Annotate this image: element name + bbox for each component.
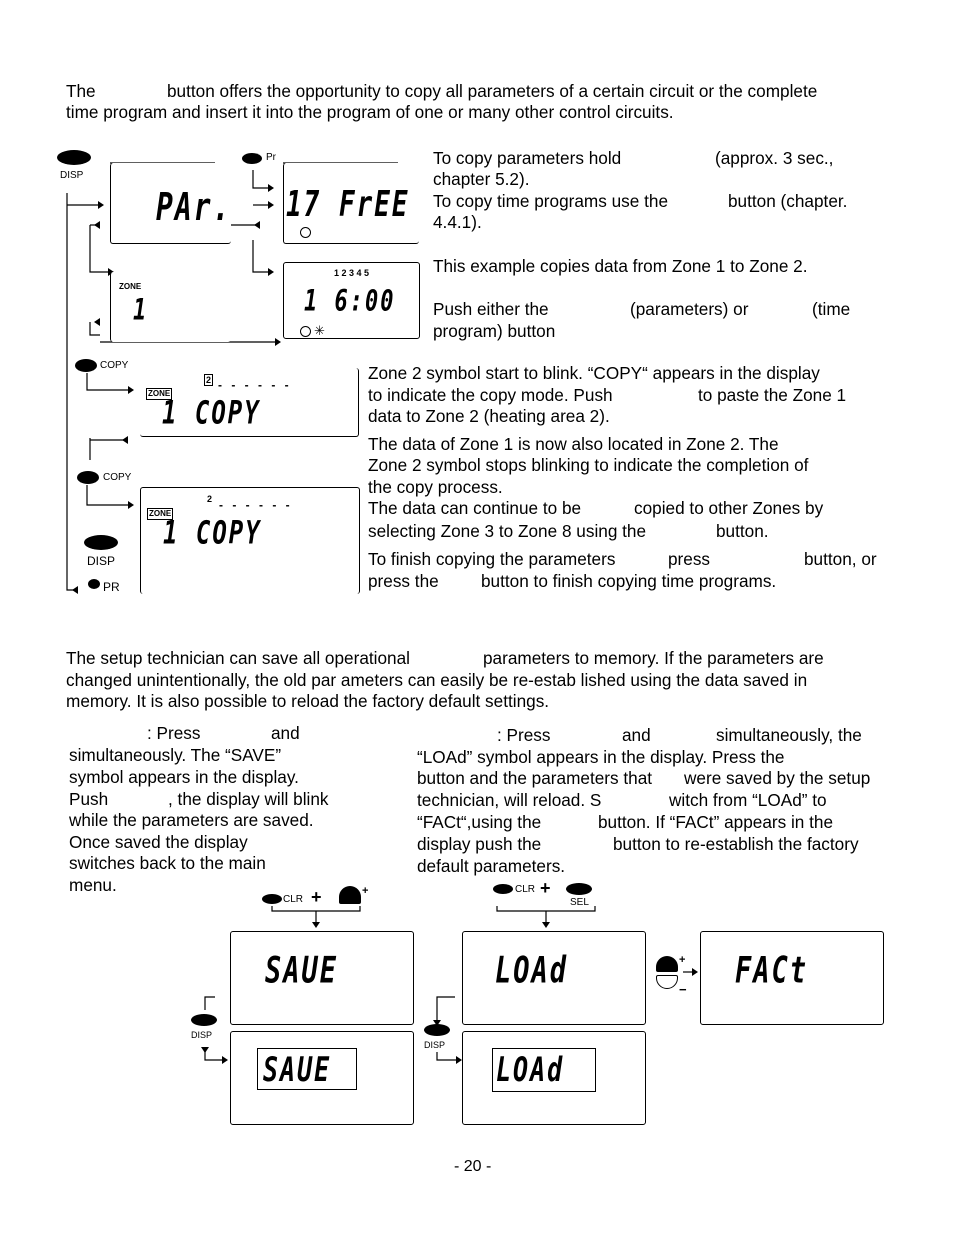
plus-sign: + bbox=[311, 887, 322, 907]
save-text: Once saved the display bbox=[69, 832, 248, 852]
instr-text: Push either the bbox=[433, 299, 549, 319]
copy-label: COPY bbox=[103, 472, 132, 483]
load-text: : Press bbox=[497, 725, 551, 745]
save-text: switches back to the main bbox=[69, 853, 266, 873]
copy-text: to indicate the copy mode. Push bbox=[368, 385, 613, 405]
save-intro-text: changed unintentionally, the old par ameters can easily be re-estab lished using the data saved in bbox=[66, 670, 808, 690]
save-intro-text: parameters to memory. If the parameters are bbox=[483, 648, 824, 668]
copy-text: copied to other Zones by bbox=[634, 498, 824, 518]
lcd-par-text: PAr. bbox=[156, 185, 232, 230]
clr-button-icon bbox=[262, 894, 282, 904]
day-digits: 1 2 3 4 5 bbox=[334, 268, 370, 278]
copy-text: press bbox=[668, 549, 711, 569]
lcd-copy-done bbox=[140, 487, 360, 594]
zone-box: ZONE bbox=[149, 509, 172, 518]
disp-label: DISP bbox=[87, 554, 116, 568]
copy-label: COPY bbox=[100, 360, 129, 371]
disp-label: DISP bbox=[60, 170, 84, 181]
lcd-save-text: SAUE bbox=[265, 950, 339, 992]
instr-text: (parameters) or bbox=[630, 299, 749, 319]
save-text: simultaneously. The “SAVE” bbox=[69, 745, 282, 765]
intro-text-start: The bbox=[66, 81, 96, 101]
copy-text: Zone 2 symbol start to blink. “COPY“ appears in the display bbox=[368, 363, 820, 383]
copy-text: data to Zone 2 (heating area 2). bbox=[368, 406, 610, 426]
lcd-free bbox=[283, 163, 419, 244]
copy-text: To finish copying the parameters bbox=[368, 549, 616, 569]
lcd-fact bbox=[700, 931, 884, 1025]
zone2-indicator: 2 bbox=[207, 494, 213, 504]
up-button-icon bbox=[339, 886, 361, 904]
load-text: simultaneously, the bbox=[716, 725, 862, 745]
sel-label: SEL bbox=[570, 897, 589, 908]
plus-sign: + bbox=[540, 878, 551, 898]
load-text: witch from “LOAd” to bbox=[669, 790, 827, 810]
pr-label: Pr bbox=[266, 152, 276, 163]
sel-button-icon bbox=[566, 883, 592, 895]
load-text: button to re-establish the factory bbox=[613, 834, 859, 854]
copy-text: The data of Zone 1 is now also located in Zone 2. The bbox=[368, 434, 779, 454]
clr-label: CLR bbox=[283, 894, 304, 905]
page-number: - 20 - bbox=[454, 1158, 492, 1175]
lcd-time bbox=[283, 262, 420, 339]
load-text: display push the bbox=[417, 834, 542, 854]
load-text: “FACt“,using the bbox=[417, 812, 542, 832]
clock-icon bbox=[300, 326, 311, 337]
lcd-save-text: SAUE bbox=[263, 1050, 332, 1090]
lcd-save-saved bbox=[230, 1031, 414, 1125]
instr-text: program) button bbox=[433, 321, 556, 341]
load-text: and bbox=[622, 725, 651, 745]
intro-text-line2: time program and insert it into the program of one or many other control circuits. bbox=[66, 102, 674, 122]
copy-text: press the bbox=[368, 571, 439, 591]
copy-text: button, or bbox=[804, 549, 877, 569]
minus-sign: − bbox=[679, 982, 687, 997]
up-button-icon bbox=[656, 956, 678, 972]
copy-text: button. bbox=[716, 521, 769, 541]
lcd-load-done bbox=[462, 1031, 646, 1125]
save-text: menu. bbox=[69, 875, 117, 895]
lcd-zone bbox=[110, 272, 231, 342]
copy-button-icon bbox=[75, 359, 97, 372]
lcd-time-text: 1 6:00 bbox=[304, 285, 396, 319]
lcd-free-text: 17 FrEE bbox=[286, 185, 410, 226]
instr-text: To copy parameters hold bbox=[433, 148, 622, 168]
lcd-load-text: LOAd bbox=[495, 950, 569, 992]
instr-text: To copy time programs use the bbox=[433, 191, 669, 211]
lcd-copy-text: 1 COPY bbox=[163, 514, 262, 552]
save-intro-text: memory. It is also possible to reload the factory default settings. bbox=[66, 691, 550, 711]
sun-icon: ✳ bbox=[314, 323, 325, 338]
save-text: and bbox=[271, 723, 300, 743]
lcd-par bbox=[110, 163, 231, 244]
pr-button-icon bbox=[242, 153, 262, 164]
lcd-zone-text: 1 bbox=[133, 294, 149, 328]
copy-text: The data can continue to be bbox=[368, 498, 582, 518]
save-text: : Press bbox=[147, 723, 201, 743]
instr-text: (approx. 3 sec., bbox=[715, 148, 834, 168]
load-text: were saved by the setup bbox=[684, 768, 871, 788]
intro-text: button offers the opportunity to copy all parameters of a certain circuit or the complete bbox=[167, 81, 818, 101]
copy-text: selecting Zone 3 to Zone 8 using the bbox=[368, 521, 647, 541]
save-text: symbol appears in the display. bbox=[69, 767, 299, 787]
copy-button-icon bbox=[77, 471, 99, 484]
lcd-load-text: LOAd bbox=[496, 1050, 565, 1090]
lcd-save bbox=[230, 931, 414, 1025]
plus-sign: + bbox=[362, 885, 369, 897]
disp-label: DISP bbox=[424, 1040, 446, 1050]
instr-text: (time bbox=[812, 299, 851, 319]
copy-text: the copy process. bbox=[368, 477, 503, 497]
zone-dashes: - - - - - - bbox=[218, 378, 292, 392]
instr-text: This example copies data from Zone 1 to Zone 2. bbox=[433, 256, 808, 276]
zone2-indicator: 2 bbox=[206, 375, 212, 385]
zone-dashes: - - - - - - bbox=[219, 498, 293, 512]
load-text: button and the parameters that bbox=[417, 768, 653, 788]
save-text: Push bbox=[69, 789, 109, 809]
lcd-fact-text: FACt bbox=[735, 950, 809, 992]
save-text: while the parameters are saved. bbox=[69, 810, 314, 830]
plus-sign: + bbox=[679, 954, 686, 966]
disp-button-icon bbox=[424, 1024, 450, 1036]
zone-label: ZONE bbox=[119, 282, 142, 291]
copy-text: to paste the Zone 1 bbox=[698, 385, 847, 405]
load-text: button. If “FACt” appears in the bbox=[598, 812, 834, 832]
load-text: technician, will reload. S bbox=[417, 790, 602, 810]
save-intro-text: The setup technician can save all operational bbox=[66, 648, 410, 668]
disp-button-icon bbox=[191, 1014, 217, 1026]
clr-button-icon bbox=[493, 884, 513, 894]
save-text: , the display will blink bbox=[168, 789, 329, 809]
zone-box: ZONE bbox=[148, 389, 171, 398]
instr-text: 4.4.1). bbox=[433, 212, 482, 232]
clr-label: CLR bbox=[515, 884, 536, 895]
load-text: default parameters. bbox=[417, 856, 566, 876]
pr-button-icon bbox=[88, 579, 100, 589]
disp-button-icon bbox=[84, 535, 118, 550]
copy-text: Zone 2 symbol stops blinking to indicate the completion of bbox=[368, 455, 809, 475]
lcd-copy-blink bbox=[140, 368, 359, 437]
disp-button-icon bbox=[57, 150, 91, 165]
lcd-copy-text: 1 COPY bbox=[162, 394, 261, 432]
copy-text: button to finish copying time programs. bbox=[481, 571, 777, 591]
instr-text: chapter 5.2). bbox=[433, 169, 530, 189]
lcd-load bbox=[462, 931, 646, 1025]
instr-text: button (chapter. bbox=[728, 191, 848, 211]
clock-icon bbox=[300, 227, 311, 238]
pr-label: PR bbox=[103, 580, 120, 594]
load-text: “LOAd” symbol appears in the display. Press the bbox=[417, 747, 785, 767]
disp-label: DISP bbox=[191, 1030, 213, 1040]
